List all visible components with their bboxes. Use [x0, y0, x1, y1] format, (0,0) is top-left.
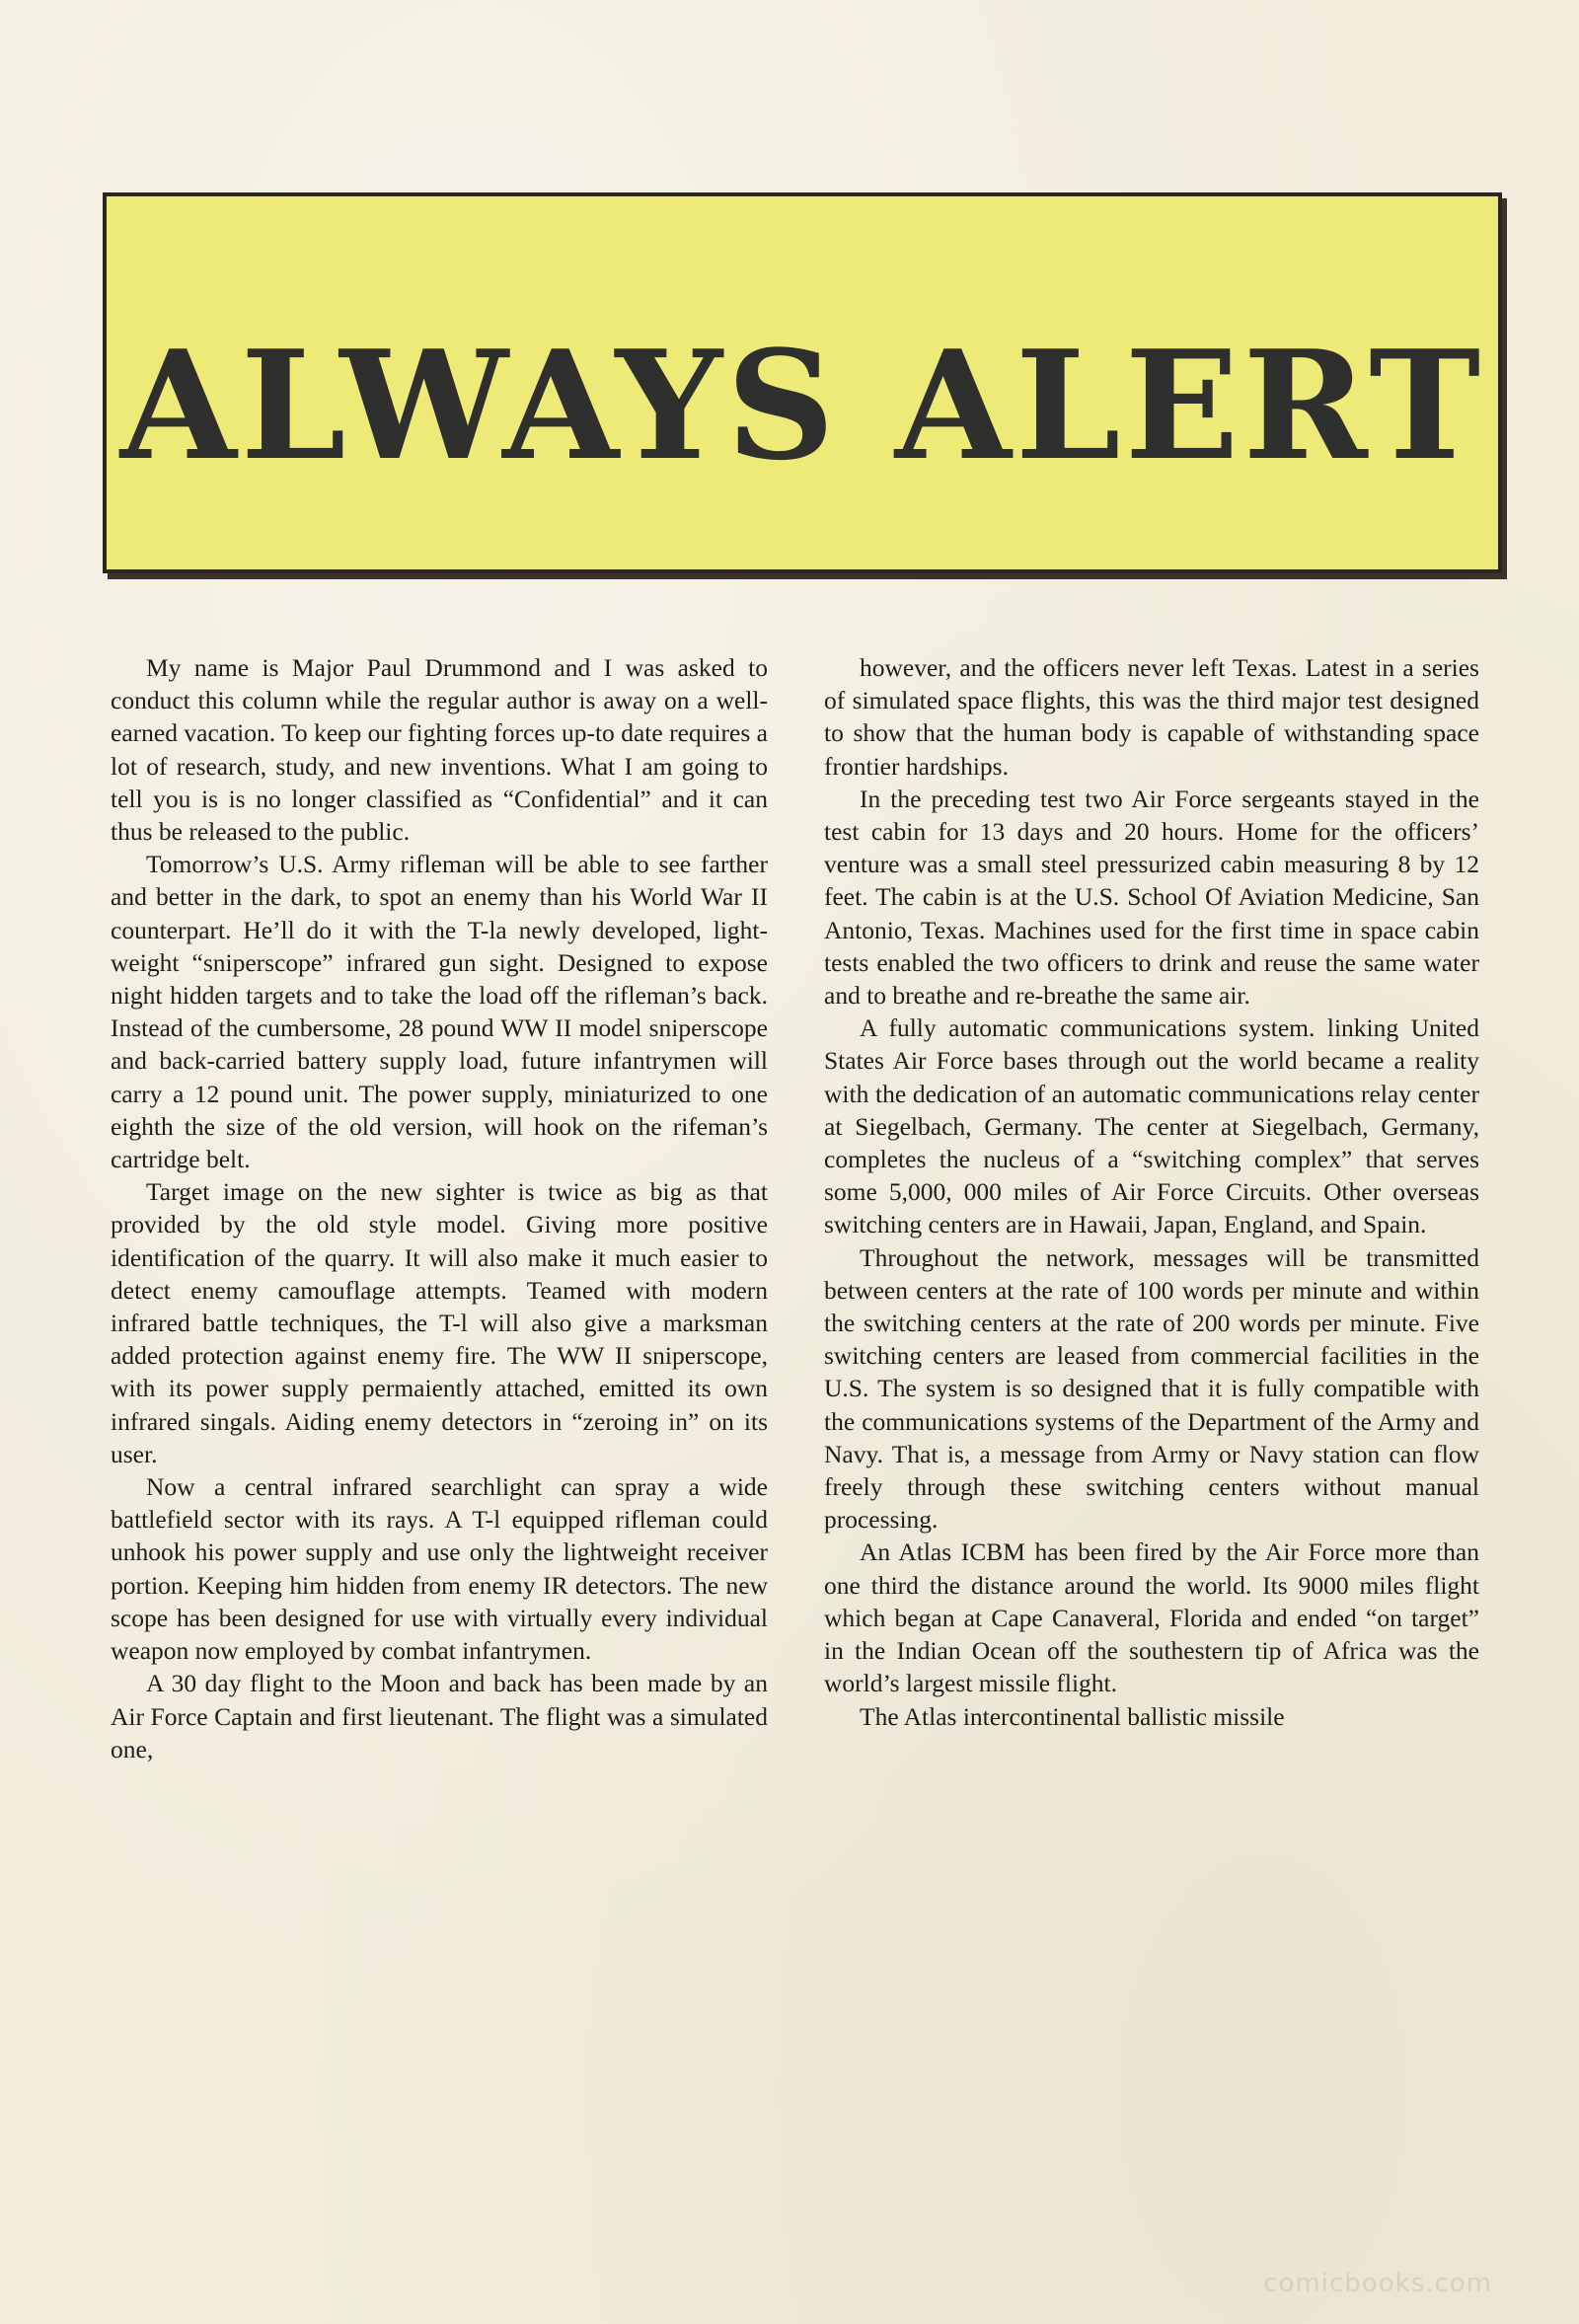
page-title: ALWAYS ALERT [119, 316, 1485, 493]
paragraph: Now a central infrared searchlight can spray a wide battlefield sector with its rays. A T-l equipped rifleman could unhook his power supply and use only the lightweight receiver portion. Keeping him hidden from enemy IR detectors. The new scope has been designed for use with virtually every individual weapon now employed by combat infantrymen. [111, 1472, 768, 1666]
paragraph: Throughout the network, messages will be transmitted between centers at the rate of 100 words per minute and within the switching centers at the rate of 200 words per minute. Five switching centers are leased from commercial facilities in the U.S. The system is so designed that it is fully compatible with the communications systems of the Department of the Army and Navy. That is, a message from Army or Navy station can flow freely through these switching centers without manual processing. [824, 1242, 1479, 1535]
paragraph: My name is Major Paul Drummond and I was asked to conduct this column while the regular author is away on a well-earned vacation. To keep our fighting forces up-to date requires a lot of research, study, and new inventions. What I am going to tell you is is no longer classified as “Confidential” and it can thus be released to the public. [111, 653, 768, 847]
paragraph: A fully automatic communications system. linking United States Air Force bases through out the world became a reality with the dedication of an automatic communications relay center at Siegelbach, Germany. The center at Siegelbach, Germany, completes the nucleus of a “switching complex” that serves some 5,000, 000 miles of Air Force Circuits. Other overseas switching centers are in Hawaii, Japan, England, and Spain. [824, 1013, 1479, 1239]
paragraph: Tomorrow’s U.S. Army rifleman will be able to see farther and better in the dark, to spot an enemy than his World War II counterpart. He’ll do it with the T-la newly developed, light-weight “sniperscope” infrared gun sight. Designed to expose night hidden targets and to take the load off the rifleman’s back. Instead of the cumbersome, 28 pound WW II model sniperscope and back-carried battery supply load, future infantrymen will carry a 12 pound unit. The power supply, miniaturized to one eighth the size of the old version, will hook on the rifeman’s cartridge belt. [111, 850, 768, 1174]
paragraph: In the preceding test two Air Force sergeants stayed in the test cabin for 13 days and 20 hours. Home for the officers’ venture was a small steel pressurized cabin measuring 8 by 12 feet. The cabin is at the U.S. School Of Aviation Medicine, San Antonio, Texas. Machines used for the first time in space cabin tests enabled the two officers to drink and reuse the same water and to breathe and re-breathe the same air. [824, 784, 1479, 1011]
paragraph: Target image on the new sighter is twice as big as that provided by the old style model. Giving more positive identification of the quarry. It will also make it much easier to detect enemy camouflage attempts. Teamed with modern infrared battle techniques, the T-l will also give a marksman added protection against enemy fire. The WW II sniperscope, with its power supply permaiently attached, emitted its own infrared singals. Aiding enemy detectors in “zeroing in” on its user. [111, 1177, 768, 1468]
right-column [824, 651, 1479, 2171]
paragraph: The Atlas intercontinental ballistic missile [860, 1701, 1285, 1731]
article-body [0, 651, 1579, 2171]
left-column [111, 651, 768, 2171]
site-watermark: comicbooks.com [1263, 2269, 1492, 2298]
paragraph: An Atlas ICBM has been fired by the Air Force more than one third the distance around the world. Its 9000 miles flight which began at Cape Canaveral, Florida and ended “on target” in the Indian Ocean off the southestern tip of Africa was the world’s largest missile flight. [824, 1537, 1479, 1698]
title-banner [103, 192, 1502, 573]
paragraph: A 30 day flight to the Moon and back has been made by an Air Force Captain and first lieutenant. The flight was a simulated one, [111, 1669, 768, 1763]
paragraph: however, and the officers never left Texas. Latest in a series of simulated space flights, this was the third major test designed to show that the human body is capable of withstanding space frontier hardships. [824, 653, 1479, 781]
